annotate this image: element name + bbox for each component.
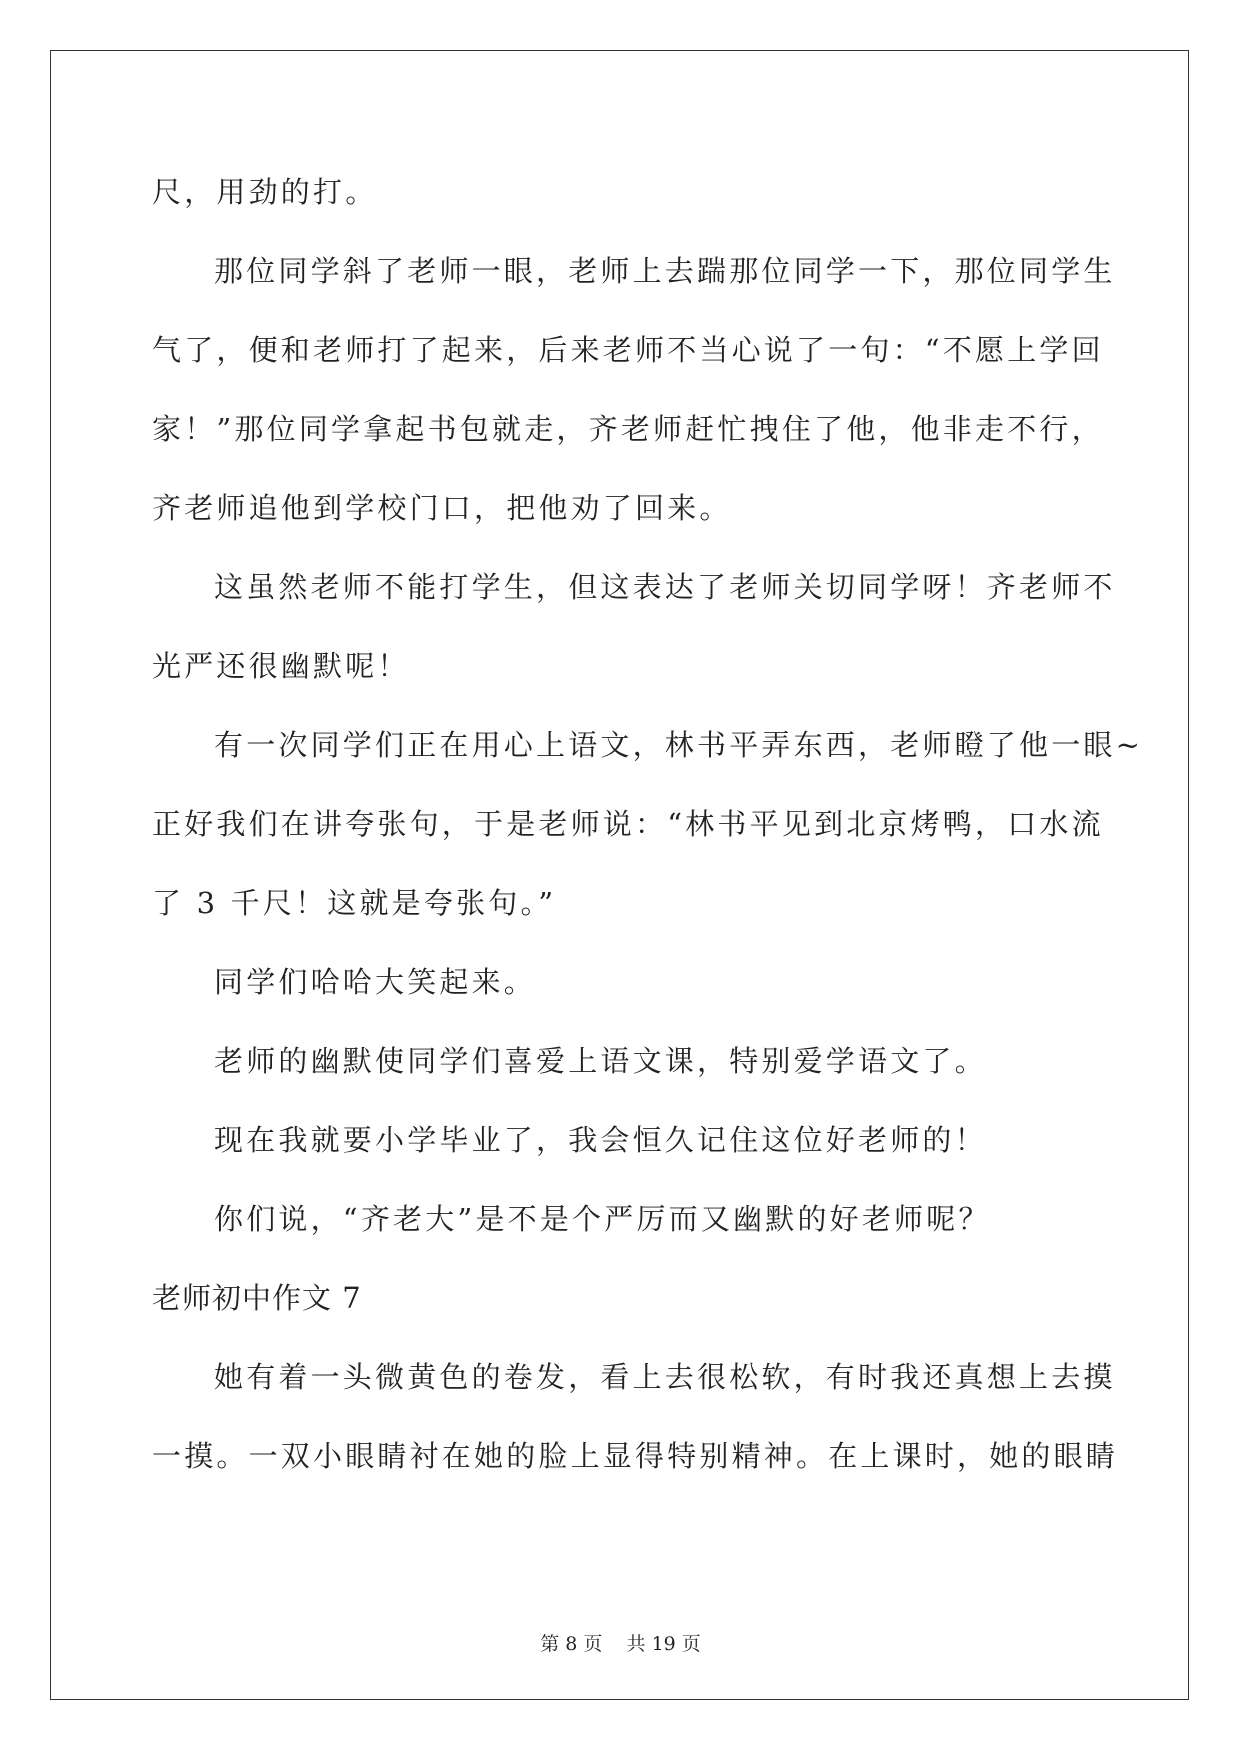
paragraph-start: 老师的幽默使同学们喜爱上语文课，特别爱学语文了。 (214, 1044, 987, 1078)
paragraph-start: 这虽然老师不能打学生，但这表达了老师关切同学呀！齐老师不 (214, 570, 1116, 604)
paragraph-start: 你们说，“齐老大”是不是个严厉而又幽默的好老师呢？ (214, 1202, 991, 1236)
text-line: 尺，用劲的打。 (152, 175, 378, 209)
paragraph-start: 那位同学斜了老师一眼，老师上去踹那位同学一下，那位同学生 (214, 254, 1116, 288)
paragraph-start: 现在我就要小学毕业了，我会恒久记住这位好老师的！ (214, 1123, 987, 1157)
paragraph-start: 同学们哈哈大笑起来。 (214, 965, 537, 999)
paragraph-start: 有一次同学们正在用心上语文，林书平弄东西，老师瞪了他一眼~ (214, 728, 1144, 762)
section-heading: 老师初中作文 7 (152, 1281, 362, 1315)
text-line: 一摸。一双小眼睛衬在她的脸上显得特别精神。在上课时，她的眼睛 (152, 1439, 1119, 1473)
text-line: 正好我们在讲夸张句，于是老师说：“林书平见到北京烤鸭，口水流 (152, 807, 1104, 841)
text-line: 齐老师追他到学校门口，把他劝了回来。 (152, 491, 732, 525)
text-line: 家！”那位同学拿起书包就走，齐老师赶忙拽住了他，他非走不行， (152, 412, 1104, 446)
paragraph-start: 她有着一头微黄色的卷发，看上去很松软，有时我还真想上去摸 (214, 1360, 1116, 1394)
text-line: 气了，便和老师打了起来，后来老师不当心说了一句：“不愿上学回 (152, 333, 1104, 367)
text-line: 了 3 千尺！这就是夸张句。” (152, 886, 557, 920)
page-number-footer: 第 8 页 共 19 页 (540, 1633, 701, 1655)
text-line: 光严还很幽默呢！ (152, 649, 410, 683)
